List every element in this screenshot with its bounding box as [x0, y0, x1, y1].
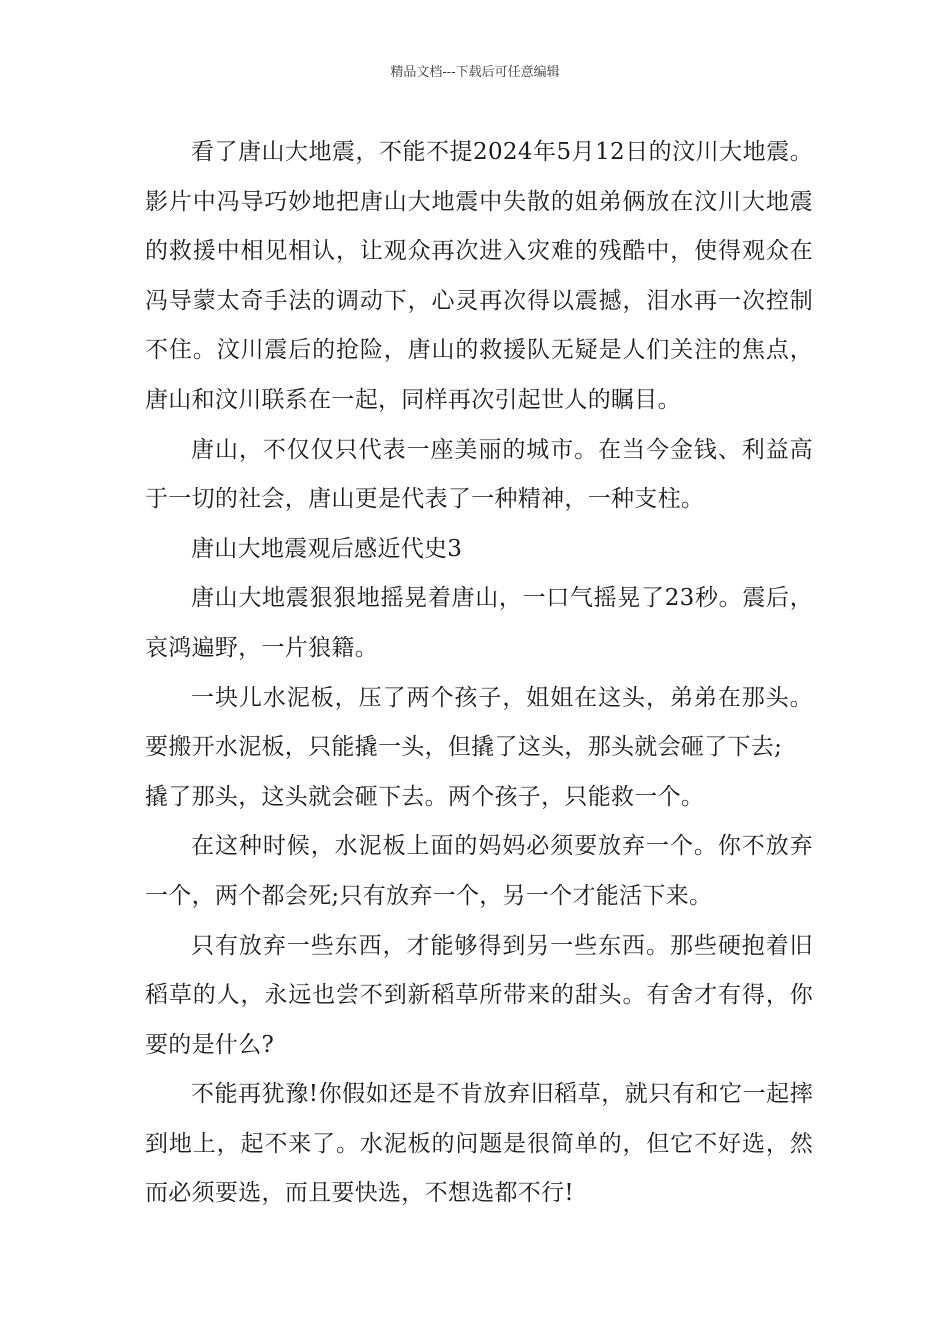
paragraph-4: 一块儿水泥板，压了两个孩子，姐姐在这头，弟弟在那头。要搬开水泥板，只能撬一头，但撬了这头，那头就会砸了下去;	[145, 684, 813, 761]
page-header: 精品文档---下载后可任意编辑	[390, 65, 560, 80]
section-heading: 唐山大地震观后感近代史3	[191, 535, 463, 562]
paragraph-6: 在这种时候，水泥板上面的妈妈必须要放弃一个。你不放弃一个，两个都会死;只有放弃一个，另一个才能活下来。	[145, 833, 813, 909]
paragraph-3: 唐山大地震狠狠地摇晃着唐山，一口气摇晃了23秒。震后，哀鸿遍野，一片狼籍。	[145, 585, 813, 661]
paragraph-1: 看了唐山大地震，不能不提2024年5月12日的汶川大地震。影片中冯导巧妙地把唐山大地震中失散的姐弟俩放在汶川大地震的救援中相见相认，让观众再次进入灾难的残酷中，使得观众在冯导蒙太奇手法的调动下，心灵再次得以震撼，泪水再一次控制不住。汶川震后的抢险，唐山的救援队无疑是人们关注的焦点，唐山和汶川联系在一起，同样再次引起世人的瞩目。	[145, 139, 813, 413]
paragraph-2: 唐山，不仅仅只代表一座美丽的城市。在当今金钱、利益高于一切的社会，唐山更是代表了一种精神，一种支柱。	[145, 436, 813, 513]
paragraph-7: 只有放弃一些东西，才能够得到另一些东西。那些硬抱着旧稻草的人，永远也尝不到新稻草所带来的甜头。有舍才有得，你要的是什么?	[145, 932, 813, 1058]
paragraph-8: 不能再犹豫!你假如还是不肯放弃旧稻草，就只有和它一起摔到地上，起不来了。水泥板的问题是很简单的，但它不好选，然而必须要选，而且要快选，不想选都不行!	[145, 1081, 813, 1207]
paragraph-5: 撬了那头，这头就会砸下去。两个孩子，只能救一个。	[145, 783, 705, 810]
document-body	[145, 128, 813, 1219]
